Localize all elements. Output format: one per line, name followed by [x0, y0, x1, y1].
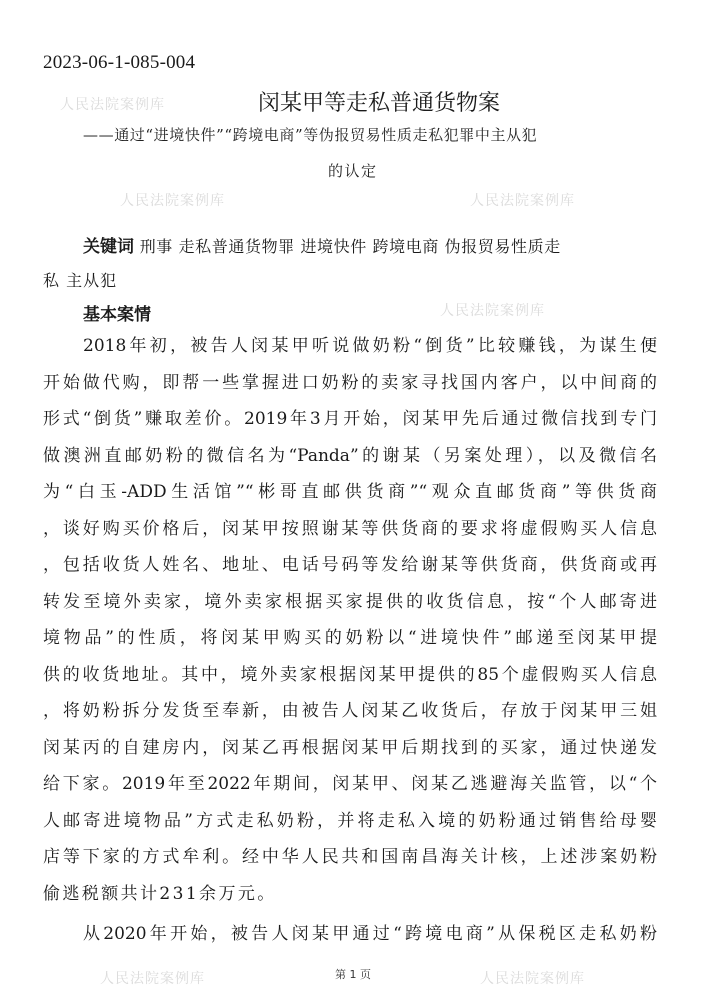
keywords-line — [83, 232, 663, 257]
document-subtitle-line: ——通过“进境快件”“跨境电商”等伪报贸易性质走私犯罪中主从犯 — [83, 126, 538, 144]
body-line: 偷逃税额共计231余万元。 — [43, 883, 277, 904]
keywords-text: 刑事 走私普通货物罪 进境快件 跨境电商 伪报贸易性质走 — [139, 237, 561, 256]
body-line: 给下家。2019年至2022年期间，闵某甲、闵某乙逃避海关监管，以“个 — [43, 774, 657, 794]
watermark: 人民法院案例库 — [470, 193, 575, 209]
body-line: 开始做代购，即帮一些掌握进口奶粉的卖家寻找国内客户，以中间商的 — [43, 372, 657, 393]
watermark: 人民法院案例库 — [440, 303, 545, 319]
watermark: 人民法院案例库 — [120, 193, 225, 209]
body-line: 供的收货地址。其中，境外卖家根据闵某甲提供的85个虚假购买人信息 — [43, 664, 657, 685]
watermark: 人民法院案例库 — [480, 971, 585, 987]
section-heading: 基本案情 — [83, 305, 151, 325]
document-title: 闵某甲等走私普通货物案 — [258, 90, 501, 115]
body-line: 转发至境外卖家，境外卖家根据买家提供的收货信息，按“个人邮寄进 — [43, 591, 657, 612]
keywords-line: 私 主从犯 — [43, 271, 118, 290]
body-line: 人邮寄进境物品”方式走私奶粉，并将走私入境的奶粉通过销售给母婴 — [43, 810, 657, 831]
watermark: 人民法院案例库 — [100, 971, 205, 987]
watermark: 人民法院案例库 — [60, 97, 165, 113]
body-line: 形式“倒货”赚取差价。2019年3月开始，闵某甲先后通过微信找到专门 — [43, 409, 657, 429]
body-line: ，包括收货人姓名、地址、电话号码等发给谢某等供货商，供货商或再 — [43, 555, 657, 575]
body-line: 店等下家的方式牟利。经中华人民共和国南昌海关计核，上述涉案奶粉 — [43, 847, 657, 867]
keywords-label: 关键词 — [83, 237, 134, 257]
body-line: 2018年初，被告人闵某甲听说做奶粉“倒货”比较赚钱，为谋生便 — [83, 336, 657, 356]
body-line: ，将奶粉拆分发货至奉新，由被告人闵某乙收货后，存放于闵某甲三姐 — [43, 701, 657, 721]
page-number: 第 1 页 — [335, 968, 371, 981]
body-line: ，谈好购买价格后，闵某甲按照谢某等供货商的要求将虚假购买人信息 — [43, 518, 657, 539]
body-line: 为“白玉-ADD生活馆”“彬哥直邮供货商”“观众直邮货商”等供货商 — [43, 482, 657, 502]
body-line: 做澳洲直邮奶粉的微信名为“Panda”的谢某（另案处理），以及微信名 — [43, 445, 657, 466]
case-number: 2023-06-1-085-004 — [43, 52, 196, 73]
body-line: 从2020年开始，被告人闵某甲通过“跨境电商”从保税区走私奶粉 — [83, 924, 657, 944]
document-subtitle-line: 的认定 — [328, 162, 378, 180]
body-line: 境物品”的性质，将闵某甲购买的奶粉以“进境快件”邮递至闵某甲提 — [43, 628, 657, 648]
body-line: 闵某丙的自建房内，闵某乙再根据闵某甲后期找到的买家，通过快递发 — [43, 737, 657, 758]
